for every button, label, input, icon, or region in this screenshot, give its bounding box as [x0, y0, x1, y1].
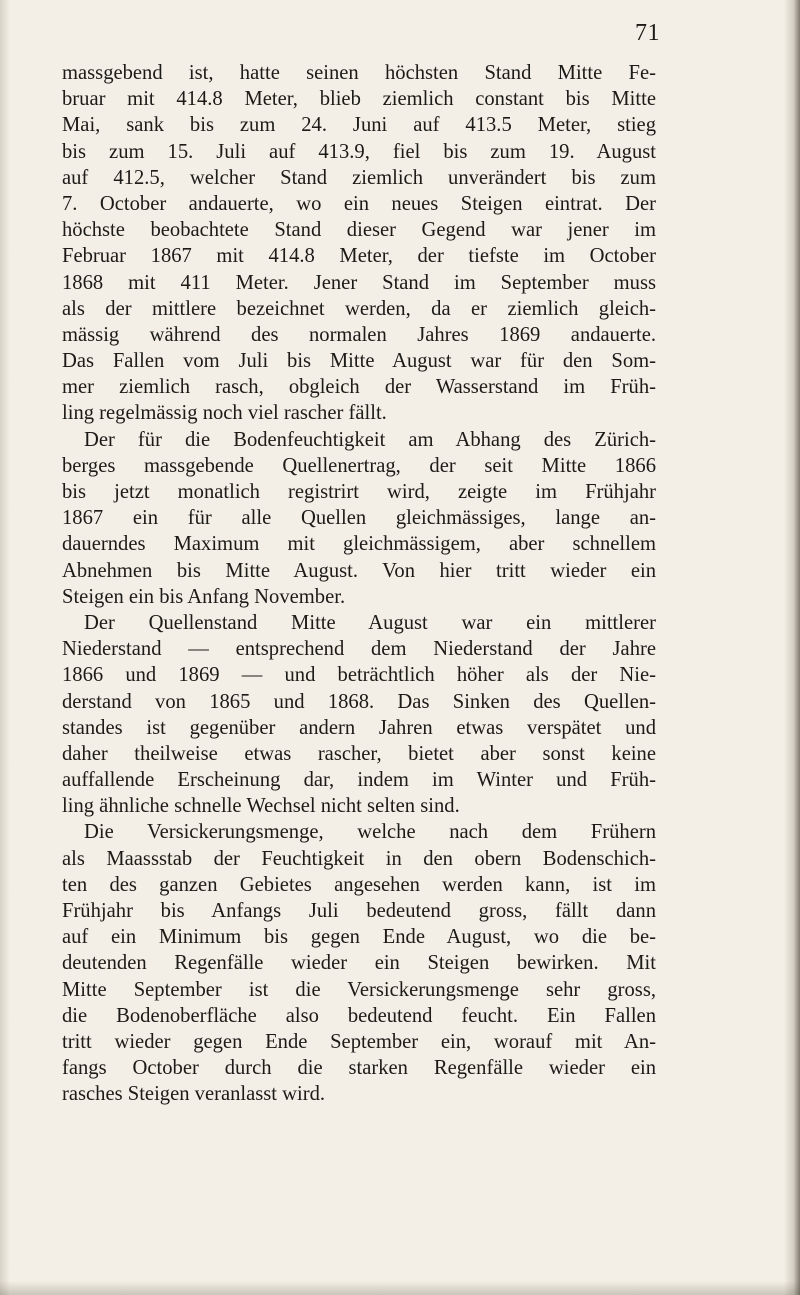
text-line: massgebend ist, hatte seinen höchsten Stand Mitte Fe-: [62, 62, 656, 84]
text-line: deutenden Regenfälle wieder ein Steigen bewirken. Mit: [62, 952, 656, 975]
text-line: daher theilweise etwas rascher, bietet aber sonst keine: [62, 742, 656, 765]
text-line: derstand von 1865 und 1868. Das Sinken des Quellen-: [62, 690, 656, 713]
text-line: als Maassstab der Feuchtigkeit in den obern Bodenschich-: [62, 847, 656, 870]
text-line: Abnehmen bis Mitte August. Von hier tritt wieder ein: [62, 559, 656, 582]
text-line: als der mittlere bezeichnet werden, da er ziemlich gleich-: [62, 297, 656, 320]
text-line: tritt wieder gegen Ende September ein, worauf mit An-: [62, 1030, 656, 1053]
text-line: auf 412.5, welcher Stand ziemlich unverändert bis zum: [62, 166, 656, 189]
text-line: ten des ganzen Gebietes angesehen werden kann, ist im: [62, 873, 656, 896]
text-line: mer ziemlich rasch, obgleich der Wasserstand im Früh-: [62, 376, 656, 399]
text-line: bis jetzt monatlich registrirt wird, zeigte im Frühjahr: [62, 481, 656, 503]
text-line: höchste beobachtete Stand dieser Gegend war jener im: [62, 219, 656, 242]
text-line: Mitte September ist die Versickerungsmenge sehr gross,: [62, 978, 656, 1001]
text-line: ling regelmässig noch viel rascher fällt.: [62, 402, 387, 425]
text-line: Niederstand — entsprechend dem Niederstand der Jahre: [62, 638, 656, 661]
text-line: Steigen ein bis Anfang November.: [62, 585, 346, 608]
text-line: ling ähnliche schnelle Wechsel nicht selten sind.: [62, 795, 460, 818]
text-line: Mai, sank bis zum 24. Juni auf 413.5 Meter, stieg: [62, 114, 656, 137]
text-line: Februar 1867 mit 414.8 Meter, der tiefste im October: [62, 245, 656, 268]
text-line: auf ein Minimum bis gegen Ende August, wo die be-: [62, 926, 656, 949]
text-line: Der für die Bodenfeuchtigkeit am Abhang des Zürich-: [84, 428, 656, 451]
text-line: 1867 ein für alle Quellen gleichmässiges, lange an-: [62, 507, 656, 530]
text-line: bis zum 15. Juli auf 413.9, fiel bis zum 19. August: [62, 140, 656, 163]
page-number: 71: [635, 20, 660, 46]
page-edge-left: [0, 0, 10, 1295]
text-line: fangs October durch die starken Regenfälle wieder ein: [62, 1057, 656, 1080]
text-line: rasches Steigen veranlasst wird.: [62, 1083, 326, 1106]
text-line: dauerndes Maximum mit gleichmässigem, aber schnellem: [62, 533, 656, 556]
text-line: bruar mit 414.8 Meter, blieb ziemlich constant bis Mitte: [62, 88, 656, 111]
body-text: [62, 60, 656, 1108]
page-edge-right: [784, 0, 800, 1295]
text-line: Die Versickerungsmenge, welche nach dem Frühern: [84, 821, 656, 844]
text-line: mässig während des normalen Jahres 1869 andauerte.: [62, 323, 656, 346]
text-line: Frühjahr bis Anfangs Juli bedeutend gross, fällt dann: [62, 900, 656, 922]
text-line: standes ist gegenüber andern Jahren etwas verspätet und: [62, 716, 656, 739]
text-line: 1866 und 1869 — und beträchtlich höher als der Nie-: [62, 664, 656, 687]
text-line: Der Quellenstand Mitte August war ein mittlerer: [84, 611, 656, 634]
text-line: 1868 mit 411 Meter. Jener Stand im September muss: [62, 271, 656, 294]
text-line: die Bodenoberfläche also bedeutend feucht. Ein Fallen: [62, 1004, 656, 1027]
page-edge-bottom: [0, 1281, 800, 1295]
text-line: 7. October andauerte, wo ein neues Steigen eintrat. Der: [62, 192, 656, 215]
text-line: auffallende Erscheinung dar, indem im Winter und Früh-: [62, 769, 656, 792]
text-line: berges massgebende Quellenertrag, der seit Mitte 1866: [62, 454, 656, 477]
text-line: Das Fallen vom Juli bis Mitte August war für den Som-: [62, 350, 656, 373]
